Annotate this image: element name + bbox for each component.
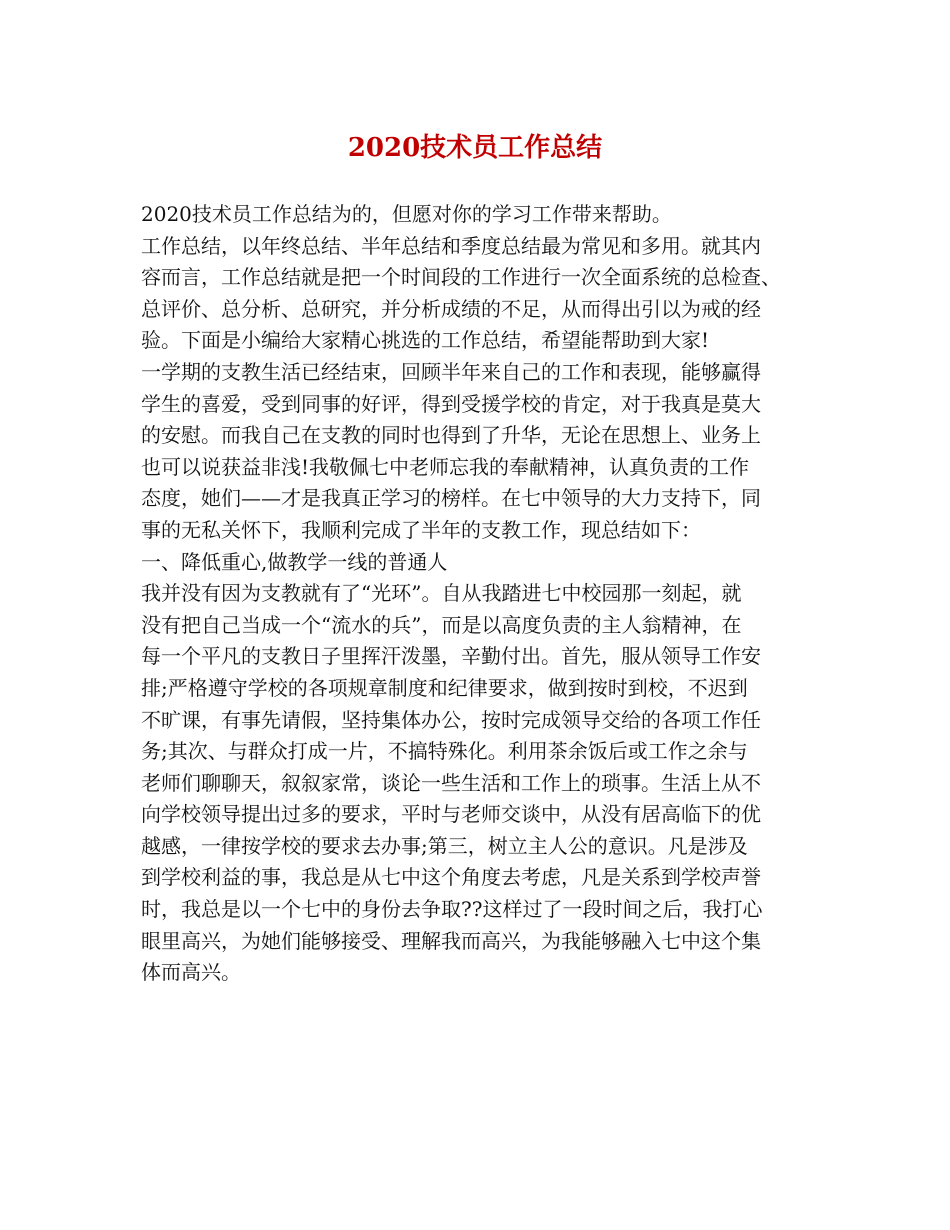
text-line: 的安慰。而我自己在支教的同时也得到了升华，无论在思想上、业务上	[141, 423, 761, 448]
document-body	[141, 199, 813, 989]
text-line: 没有把自己当成一个“流水的兵”，而是以高度负责的主人翁精神，在	[141, 612, 742, 637]
text-line: 也可以说获益非浅!我敬佩七中老师忘我的奉献精神，认真负责的工作	[141, 454, 750, 479]
document-title: 2020技术员工作总结	[347, 133, 603, 163]
text-line: 一学期的支教生活已经结束，回顾半年来自己的工作和表现，能够赢得	[141, 359, 761, 384]
text-line: 一、降低重心,做教学一线的普通人	[141, 549, 448, 574]
text-line: 时，我总是以一个七中的身份去争取??这样过了一段时间之后，我打心	[141, 897, 763, 922]
text-line: 越感，一律按学校的要求去办事;第三，树立主人公的意识。凡是涉及	[141, 833, 748, 858]
text-line: 态度，她们——才是我真正学习的榜样。在七中领导的大力支持下，同	[141, 486, 761, 511]
text-line: 总评价、总分析、总研究，并分析成绩的不足，从而得出引以为戒的经	[141, 296, 761, 321]
text-line: 工作总结，以年终总结、半年总结和季度总结最为常见和多用。就其内	[141, 233, 761, 258]
text-line: 事的无私关怀下，我顺利完成了半年的支教工作，现总结如下：	[141, 517, 701, 542]
text-line: 到学校利益的事，我总是从七中这个角度去考虑，凡是关系到学校声誉	[141, 865, 761, 890]
text-line: 排;严格遵守学校的各项规章制度和纪律要求，做到按时到校，不迟到	[141, 675, 748, 700]
text-line: 容而言，工作总结就是把一个时间段的工作进行一次全面系统的总检查、	[141, 265, 781, 290]
text-line: 不旷课，有事先请假，坚持集体办公，按时完成领导交给的各项工作任	[141, 707, 761, 732]
text-line: 我并没有因为支教就有了“光环”。自从我踏进七中校园那一刻起，就	[141, 581, 742, 606]
text-line: 验。下面是小编给大家精心挑选的工作总结，希望能帮助到大家!	[141, 328, 710, 353]
text-line: 向学校领导提出过多的要求，平时与老师交谈中，从没有居高临下的优	[141, 802, 761, 827]
text-line: 体而高兴。	[141, 960, 241, 985]
text-line: 眼里高兴，为她们能够接受、理解我而高兴，为我能够融入七中这个集	[141, 928, 761, 953]
text-line: 每一个平凡的支教日子里挥汗泼墨，辛勤付出。首先，服从领导工作安	[141, 644, 761, 669]
text-line: 务;其次、与群众打成一片，不搞特殊化。利用茶余饭后或工作之余与	[141, 739, 748, 764]
text-line: 学生的喜爱，受到同事的好评，得到受援学校的肯定，对于我真是莫大	[141, 391, 761, 416]
text-line: 2020技术员工作总结为的，但愿对你的学习工作带来帮助。	[141, 202, 672, 226]
text-line: 老师们聊聊天，叙叙家常，谈论一些生活和工作上的琐事。生活上从不	[141, 770, 761, 795]
